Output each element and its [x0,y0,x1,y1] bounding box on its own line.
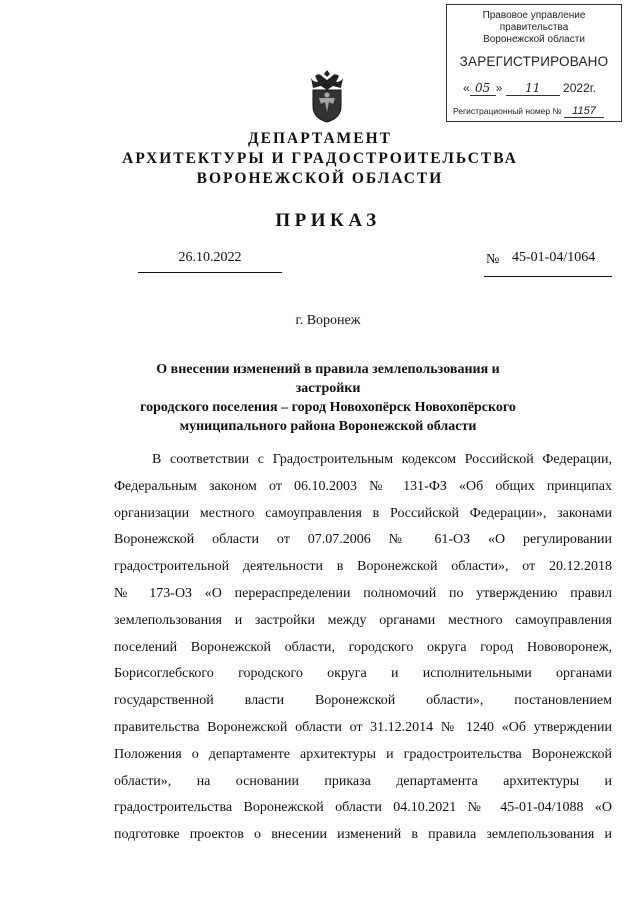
body-line: Положения о департаменте архитектуры и градостроительства Воронежской [114,746,612,762]
heading-line: О внесении изменений в правила землепользования и застройки [156,362,500,396]
order-number: 45-01-04/1064 [512,250,596,265]
order-city: г. Воронеж [295,313,361,328]
stamp-number-value: 1157 [564,105,604,118]
order-heading [128,360,528,436]
stamp-date-year: 2022г. [563,81,596,95]
heading-line: муниципального района Воронежской области [179,419,477,434]
order-date: 26.10.2022 [138,250,282,273]
registration-stamp [446,4,622,122]
document-title: ПРИКАЗ [275,210,381,231]
body-line: подготовке проектов о внесении изменений в правила землепользования и [114,827,612,843]
order-body-text [114,447,612,849]
body-line: Федеральным законом от 06.10.2003 № 131-ФЗ «Об общих принципах [114,478,612,494]
body-line: поселений Воронежской области, городского округа город Нововоронеж, [114,639,612,655]
department-name-line3: ВОРОНЕЖСКОЙ ОБЛАСТИ [196,170,444,187]
department-name-line2: АРХИТЕКТУРЫ И ГРАДОСТРОИТЕЛЬСТВА [122,150,518,167]
body-line: Борисоглебского городского округа и исполнительными органами [114,666,612,682]
order-number-sign: № [486,252,500,267]
coat-of-arms-icon [305,68,349,124]
stamp-date-month: 11 [506,81,560,96]
body-line: В соответствии с Градостроительным кодексом Российской Федерации, [152,452,612,467]
body-line: градостроительной деятельности в Воронежской области», от 20.12.2018 [114,559,612,575]
department-name-line1: ДЕПАРТАМЕНТ [247,130,393,147]
body-line: области», на основании приказа департамента архитектуры и [114,773,612,789]
body-line: градостроительства Воронежской области 04.10.2021 № 45-01-04/1088 «О [114,800,612,816]
body-line: Воронежской области от 07.07.2006 № 61-ОЗ «О регулировании [114,532,612,548]
order-number-underline [484,276,612,277]
stamp-org-line1: Правовое управление правительства [482,10,586,33]
stamp-org-line2: Воронежской области [483,34,585,45]
stamp-date-day: 05 [470,81,496,96]
stamp-registered-label: ЗАРЕГИСТРИРОВАНО [459,54,609,69]
stamp-number-label: Регистрационный номер № [453,106,562,116]
body-line: правительства Воронежской области от 31.12.2014 № 1240 «Об утверждении [114,719,612,735]
stamp-number [453,105,619,118]
body-line: № 173-ОЗ «О перераспределении полномочий по утверждению правил [114,585,612,601]
body-line: землепользования и застройки между органами местного самоуправления [114,612,612,628]
stamp-date: « 05 » 11 2022г. [463,81,596,95]
heading-line: городского поселения – город Новохопёрск Новохопёрского [140,400,516,415]
body-line: организации местного самоуправления в Российской Федерации», законами [114,505,612,521]
body-line: государственной власти Воронежской области», постановлением [114,693,612,709]
